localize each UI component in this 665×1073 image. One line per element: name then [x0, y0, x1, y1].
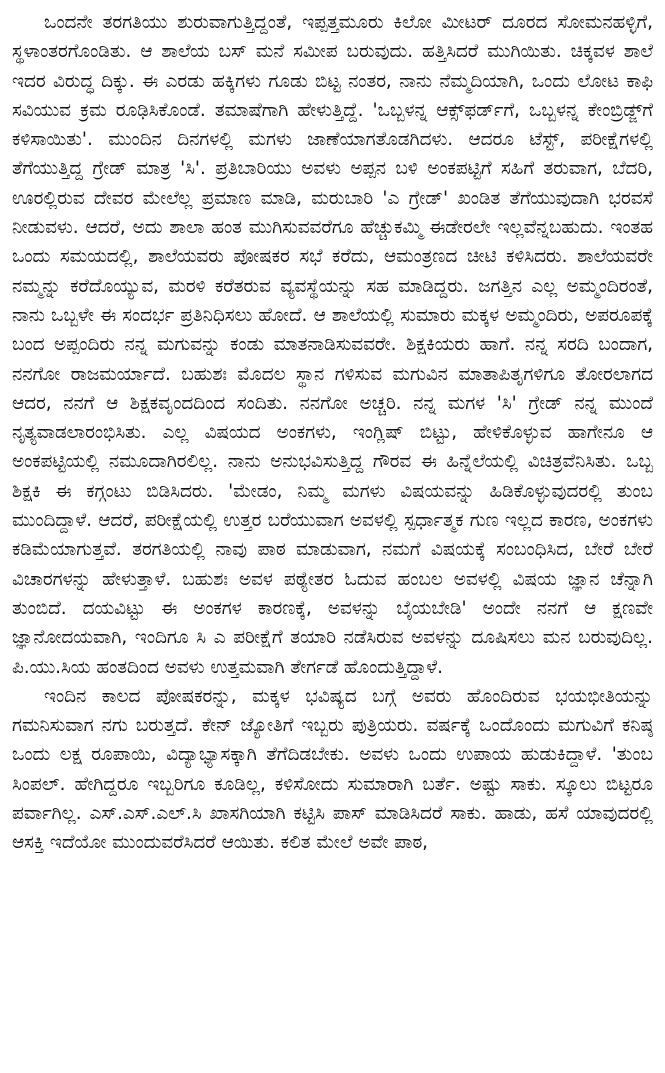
paragraph-1: ಒಂದನೇ ತರಗತಿಯು ಶುರುವಾಗುತ್ತಿದ್ದಂತೆ, ಇಪ್ಪತ್ತಮೂರು ಕಿಲೋ ಮೀಟರ್ ದೂರದ ಸೋಮನಹಳ್ಳಿಗೆ, ಸ್ಥಳಾಂತರಗೊಂಡಿತು. ಆ ಶಾಲೆಯ ಬಸ್ ಮನೆ ಸಮೀಪ ಬರುವುದು. ಹತ್ತಿಸಿದರೆ ಮುಗಿಯಿತು. ಚಿಕ್ಕವಳ ಶಾಲೆ ಇದರ ವಿರುದ್ಧ ದಿಕ್ಕು. ಈ ಎರಡು ಹಕ್ಕಿಗಳು ಗೂಡು ಬಿಟ್ಟ ನಂತರ, ನಾನು ನೆಮ್ಮದಿಯಾಗಿ, ಒಂದು ಲೋಟ ಕಾಫಿ ಸವಿಯುವ ಕ್ರಮ ರೂಢಿಸಿಕೊಂಡೆ. ತಮಾಷೆಗಾಗಿ ಹೇಳುತ್ತಿದ್ದೆ. 'ಒಬ್ಬಳನ್ನ ಆಕ್ಸ್‌ಫರ್ಡ್‌ಗೆ, ಒಬ್ಬಳನ್ನ ಕೇಂಬ್ರಿಡ್ಜ್‌ಗೆ ಕಳಿಸಾಯಿತು'. ಮುಂದಿನ ದಿನಗಳಲ್ಲಿ ಮಗಳು ಜಾಣೆಯಾಗತೊಡಗಿದಳು. ಆದರೂ ಟೆಸ್ಟ್, ಪರೀಕ್ಷೆಗಳಲ್ಲಿ ತೆಗೆಯುತ್ತಿದ್ದ ಗ್ರೇಡ್ ಮಾತ್ರ 'ಸಿ'. ಪ್ರತಿಬಾರಿಯು ಅವಳು ಅಪ್ಪನ ಬಳಿ ಅಂಕಪಟ್ಟಿಗೆ ಸಹಿಗೆ ತರುವಾಗ, ಬೆದರಿ, ಊರಲ್ಲಿರುವ ದೇವರ ಮೇಲೆಲ್ಲ ಪ್ರಮಾಣ ಮಾಡಿ, ಮರುಬಾರಿ 'ಎ ಗ್ರೇಡ್' ಖಂಡಿತ ತೆಗೆಯುವುದಾಗಿ ಭರವಸೆ ನೀಡುವಳು. ಆದರೆ, ಅದು ಶಾಲಾ ಹಂತ ಮುಗಿಸುವವರೆಗೂ ಹೆಚ್ಚುಕಮ್ಮಿ ಈಡೇರಲೇ ಇಲ್ಲವೆನ್ನಬಹುದು. ಇಂತಹ ಒಂದು ಸಮಯದಲ್ಲಿ, ಶಾಲೆಯವರು ಪೋಷಕರ ಸಭೆ ಕರೆದು, ಆಮಂತ್ರಣದ ಚೀಟಿ ಕಳಿಸಿದರು. ಶಾಲೆಯವರೇ ನಮ್ಮನ್ನು ಕರೆದೊಯ್ಯುವ, ಮರಳಿ ಕರೆತರುವ ವ್ಯವಸ್ಥೆಯನ್ನು ಸಹ ಮಾಡಿದ್ದರು. ಜಗತ್ತಿನ ಎಲ್ಲ ಅಮ್ಮಂದಿರಂತೆ, ನಾನು ಒಬ್ಬಳೇ ಈ ಸಂದರ್ಭ ಪ್ರತಿನಿಧಿಸಲು ಹೋದೆ. ಆ ಶಾಲೆಯಲ್ಲಿ ಸುಮಾರು ಮಕ್ಕಳ ಅಮ್ಮಂದಿರು, ಅಪರೂಪಕ್ಕೆ ಬಂದ ಅಪ್ಪಂದಿರು ನನ್ನ ಮಗುವನ್ನು ಕಂಡು ಮಾತನಾಡಿಸುವವರೇ. ಶಿಕ್ಷಕಿಯರು ಹಾಗೆ. ನನ್ನ ಸರದಿ ಬಂದಾಗ, ನನಗೋ ರಾಜಮರ್ಯಾದೆ. ಬಹುಶಃ ಮೊದಲ ಸ್ಥಾನ ಗಳಿಸುವ ಮಗುವಿನ ಮಾತಾಪಿತೃಗಳಿಗೂ ತೋರಲಾಗದ ಆದರ, ನನಗೆ ಆ ಶಿಕ್ಷಕವೃಂದದಿಂದ ಸಂದಿತು. ನನಗೋ ಅಚ್ಚರಿ. ನನ್ನ ಮಗಳ 'ಸಿ' ಗ್ರೇಡ್ ನನ್ನ ಮುಂದೆ ನೃತ್ಯವಾಡಲಾರಂಭಿಸಿತು. ಎಲ್ಲ ವಿಷಯದ ಅಂಕಗಳು, ಇಂಗ್ಲಿಷ್ ಬಿಟ್ಟು, ಹೇಳಿಕೊಳ್ಳುವ ಹಾಗೇನೂ ಆ ಅಂಕಪಟ್ಟಿಯಲ್ಲಿ ನಮೂದಾಗಿರಲಿಲ್ಲ. ನಾನು ಅನುಭವಿಸುತ್ತಿದ್ದ ಗೌರವ ಈ ಹಿನ್ನೆಲೆಯಲ್ಲಿ ವಿಚಿತ್ರವೆನಿಸಿತು. ಒಬ್ಬ ಶಿಕ್ಷಕಿ ಈ ಕಗ್ಗಂಟು ಬಿಡಿಸಿದರು. 'ಮೇಡಂ, ನಿಮ್ಮ ಮಗಳು ವಿಷಯವನ್ನು ಹಿಡಿಕೊಳ್ಳುವುದರಲ್ಲಿ ತುಂಬ ಮುಂದಿದ್ದಾಳೆ. ಆದರೆ, ಪರೀಕ್ಷೆಯಲ್ಲಿ ಉತ್ತರ ಬರೆಯುವಾಗ ಅವಳಲ್ಲಿ ಸ್ಪರ್ಧಾತ್ಮಕ ಗುಣ ಇಲ್ಲದ ಕಾರಣ, ಅಂಕಗಳು ಕಡಿಮೆಯಾಗುತ್ತವೆ. ತರಗತಿಯಲ್ಲಿ ನಾವು ಪಾಠ ಮಾಡುವಾಗ, ನಮಗೆ ವಿಷಯಕ್ಕೆ ಸಂಬಂಧಿಸಿದ, ಬೇರೆ ಬೇರೆ ವಿಚಾರಗಳನ್ನು ಹೇಳುತ್ತಾಳೆ. ಬಹುಶಃ ಅವಳ ಪಠ್ಯೇತರ ಓದುವ ಹಂಬಲ ಅವಳಲ್ಲಿ ವಿಷಯ ಜ್ಞಾನ ಚೆನ್ನಾಗಿ ತುಂಬಿದೆ. ದಯವಿಟ್ಟು ಈ ಅಂಕಗಳ ಕಾರಣಕ್ಕೆ, ಅವಳನ್ನು ಬೈಯಬೇಡಿ' ಅಂದೇ ನನಗೆ ಆ ಕ್ಷಣವೇ ಜ್ಞಾನೋದಯವಾಗಿ, ಇಂದಿಗೂ ಸಿ ಎ ಪರೀಕ್ಷೆಗೆ ತಯಾರಿ ನಡೆಸಿರುವ ಅವಳನ್ನು ದೂಷಿಸಲು ಮನ ಬರುವುದಿಲ್ಲ. ಪಿ.ಯು.ಸಿಯ ಹಂತದಿಂದ ಅವಳು ಉತ್ತಮವಾಗಿ ತೇರ್ಗಡೆ ಹೊಂದುತ್ತಿದ್ದಾಳೆ. [12, 12, 653, 678]
paragraph-2: ಇಂದಿನ ಕಾಲದ ಪೋಷಕರನ್ನು, ಮಕ್ಕಳ ಭವಿಷ್ಯದ ಬಗ್ಗೆ ಅವರು ಹೊಂದಿರುವ ಭಯಭೀತಿಯನ್ನು ಗಮನಿಸುವಾಗ ನಗು ಬರುತ್ತದೆ. ಕೇನ್ ಜ್ಯೋತಿಗೆ ಇಬ್ಬರು ಪುತ್ರಿಯರು. ವರ್ಷಕ್ಕೆ ಒಂದೊಂದು ಮಗುವಿಗೆ ಕನಿಷ್ಠ ಒಂದು ಲಕ್ಷ ರೂಪಾಯಿ, ವಿದ್ಯಾಭ್ಯಾಸಕ್ಕಾಗಿ ತೆಗೆದಿಡಬೇಕು. ಅವಳು ಒಂದು ಉಪಾಯ ಹುಡುಕಿದ್ದಾಳೆ. 'ತುಂಬ ಸಿಂಪಲ್. ಹೇಗಿದ್ದರೂ ಇಬ್ಬರಿಗೂ ಕೂಡಿಲ್ಲ, ಕಳಿಸೋದು ಸುಮಾರಾಗಿ ಬರ್ತೆ. ಅಷ್ಟು ಸಾಕು. ಸ್ಕೂಲು ಬಿಟ್ಟರೂ ಪರ್ವಾಗಿಲ್ಲ. ಎಸ್.ಎಸ್.ಎಲ್.ಸಿ ಖಾಸಗಿಯಾಗಿ ಕಟ್ಟಿಸಿ ಪಾಸ್ ಮಾಡಿಸಿದರೆ ಸಾಕು. ಹಾಡು, ಹಸೆ ಯಾವುದರಲ್ಲಿ ಆಸಕ್ತಿ ಇದೆಯೋ ಮುಂದುವರೆಸಿದರೆ ಆಯಿತು. ಕಲಿತ ಮೇಲೆ ಅವೇ ಪಾಠ, [12, 685, 653, 854]
